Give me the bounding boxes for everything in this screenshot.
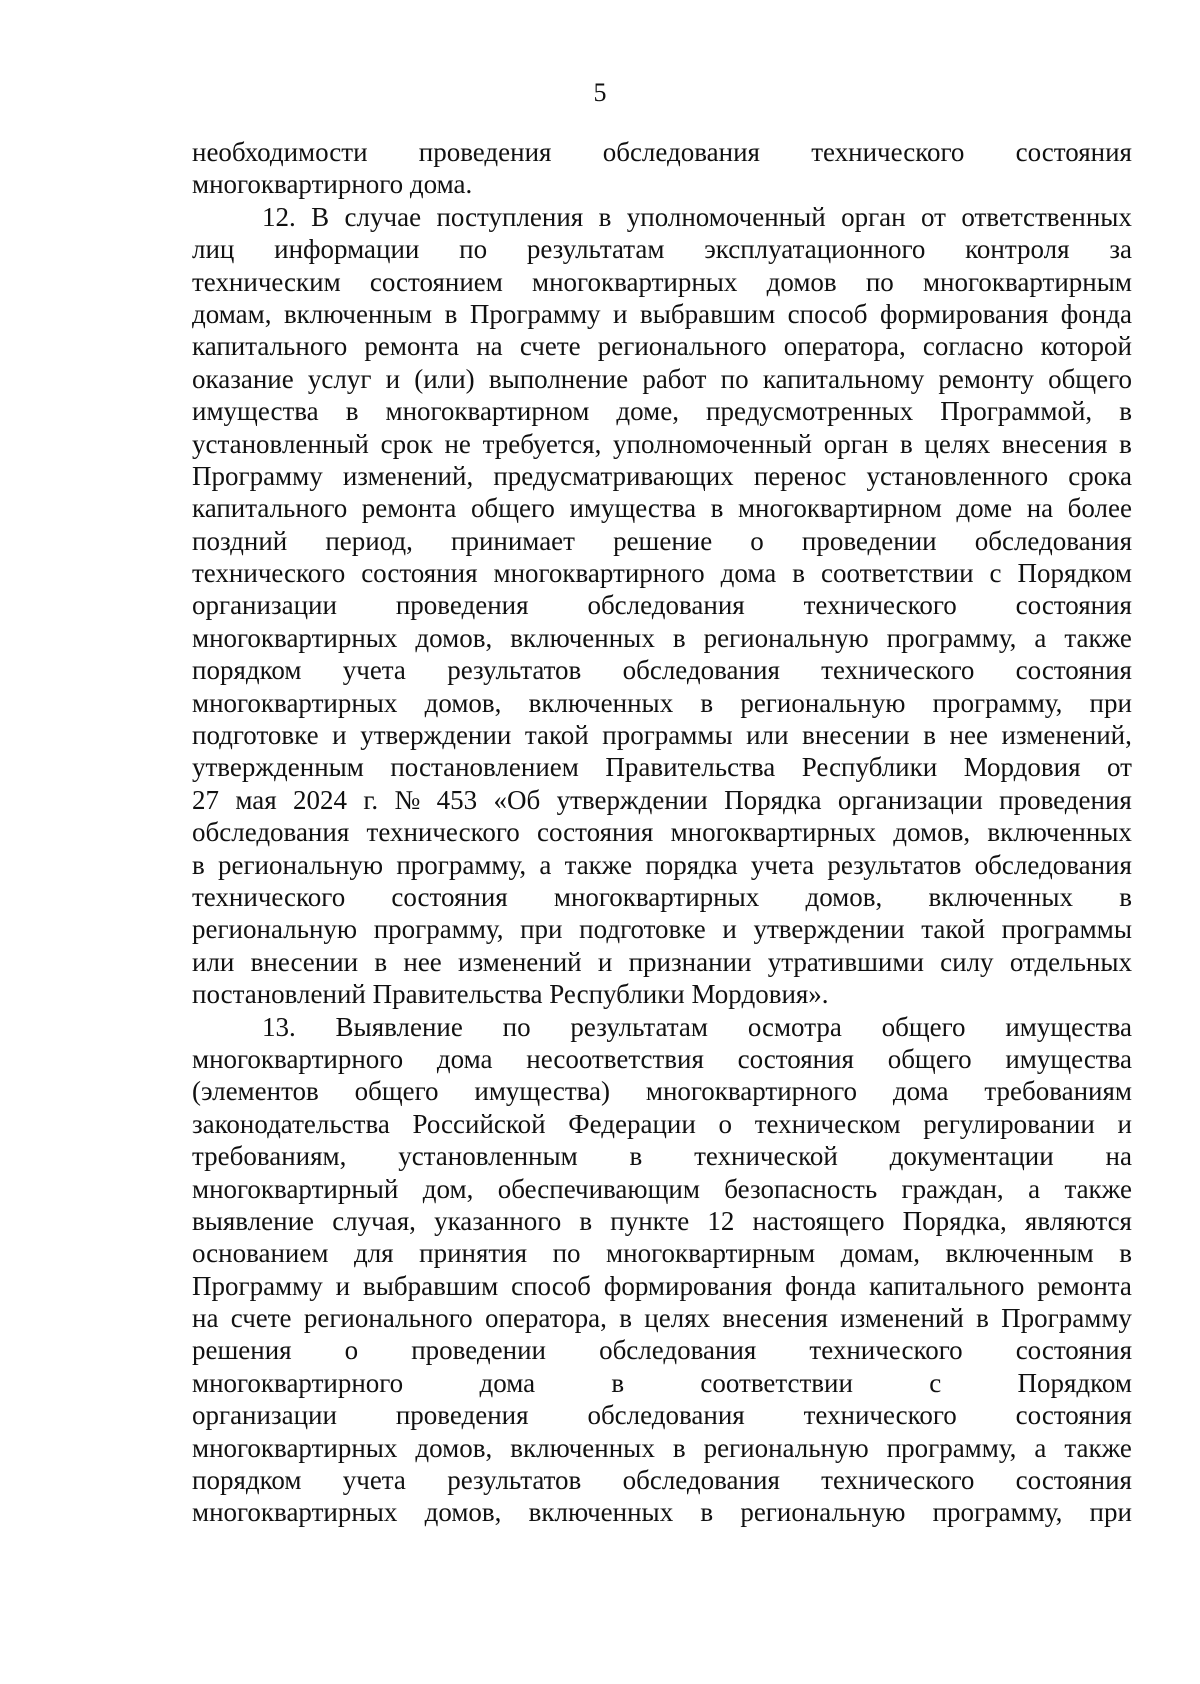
text-line: подготовке и утверждении такой программы или внесении в нее изменений, bbox=[192, 720, 1132, 751]
text-line: многоквартирного дома. bbox=[192, 169, 473, 200]
text-line: многоквартирных домов, включенных в региональную программу, а также bbox=[192, 1432, 1132, 1463]
text-line: на счете регионального оператора, в целях внесения изменений в Программу bbox=[192, 1303, 1132, 1334]
text-line: оказание услуг и (или) выполнение работ по капитальному ремонту общего bbox=[192, 363, 1132, 394]
text-line: основанием для принятия по многоквартирным домам, включенным в bbox=[192, 1238, 1132, 1269]
text-line: региональную программу, при подготовке и утверждении такой программы bbox=[192, 914, 1132, 945]
text-line: технического состояния многоквартирного дома в соответствии с Порядком bbox=[192, 558, 1132, 589]
text-line: требованиям, установленным в технической документации на bbox=[192, 1141, 1132, 1172]
text-line: технического состояния многоквартирных домов, включенных в bbox=[192, 881, 1132, 912]
text-line: Программу и выбравшим способ формирования фонда капитального ремонта bbox=[192, 1270, 1132, 1301]
text-line: обследования технического состояния многоквартирных домов, включенных bbox=[192, 817, 1132, 848]
text-line: решения о проведении обследования технического состояния bbox=[192, 1335, 1132, 1366]
text-line: организации проведения обследования технического состояния bbox=[192, 590, 1132, 621]
text-line: имущества в многоквартирном доме, предусмотренных Программой, в bbox=[192, 396, 1132, 427]
text-line: законодательства Российской Федерации о техническом регулировании и bbox=[192, 1108, 1132, 1139]
text-line: (элементов общего имущества) многоквартирного дома требованиям bbox=[192, 1076, 1132, 1107]
text-line: техническим состоянием многоквартирных домов по многоквартирным bbox=[192, 266, 1132, 297]
text-line: порядком учета результатов обследования технического состояния bbox=[192, 655, 1132, 686]
text-line: 27 мая 2024 г. № 453 «Об утверждении Порядка организации проведения bbox=[192, 784, 1132, 815]
text-line: постановлений Правительства Республики Мордовия». bbox=[192, 979, 829, 1010]
text-line: Программу изменений, предусматривающих перенос установленного срока bbox=[192, 460, 1132, 491]
text-line: поздний период, принимает решение о проведении обследования bbox=[192, 525, 1132, 556]
text-line: многоквартирного дома несоответствия состояния общего имущества bbox=[192, 1043, 1132, 1074]
page-number: 5 bbox=[593, 78, 607, 107]
text-line: многоквартирных домов, включенных в региональную программу, при bbox=[192, 1497, 1132, 1528]
text-line: многоквартирный дом, обеспечивающим безопасность граждан, а также bbox=[192, 1173, 1132, 1204]
text-line: многоквартирных домов, включенных в региональную программу, а также bbox=[192, 622, 1132, 653]
text-line: многоквартирного дома в соответствии с Порядком bbox=[192, 1367, 1132, 1398]
text-line: в региональную программу, а также порядка учета результатов обследования bbox=[192, 849, 1132, 880]
text-line: или внесении в нее изменений и признании утратившими силу отдельных bbox=[192, 946, 1132, 977]
document-body bbox=[192, 136, 1132, 1529]
text-line: выявление случая, указанного в пункте 12 настоящего Порядка, являются bbox=[192, 1205, 1132, 1236]
text-line: лиц информации по результатам эксплуатационного контроля за bbox=[192, 234, 1132, 265]
text-line: необходимости проведения обследования технического состояния bbox=[192, 137, 1132, 167]
text-line: 13. Выявление по результатам осмотра общего имущества bbox=[262, 1011, 1132, 1042]
text-line: капитального ремонта общего имущества в многоквартирном доме на более bbox=[192, 493, 1132, 524]
text-line: многоквартирных домов, включенных в региональную программу, при bbox=[192, 687, 1132, 718]
text-line: установленный срок не требуется, уполномоченный орган в целях внесения в bbox=[192, 428, 1132, 459]
text-line: капитального ремонта на счете регионального оператора, согласно которой bbox=[192, 331, 1132, 362]
text-line: 12. В случае поступления в уполномоченный орган от ответственных bbox=[262, 201, 1132, 232]
text-line: домам, включенным в Программу и выбравшим способ формирования фонда bbox=[192, 298, 1132, 329]
text-line: порядком учета результатов обследования технического состояния bbox=[192, 1465, 1132, 1496]
text-line: организации проведения обследования технического состояния bbox=[192, 1400, 1132, 1431]
text-line: утвержденным постановлением Правительства Республики Мордовия от bbox=[192, 752, 1132, 783]
